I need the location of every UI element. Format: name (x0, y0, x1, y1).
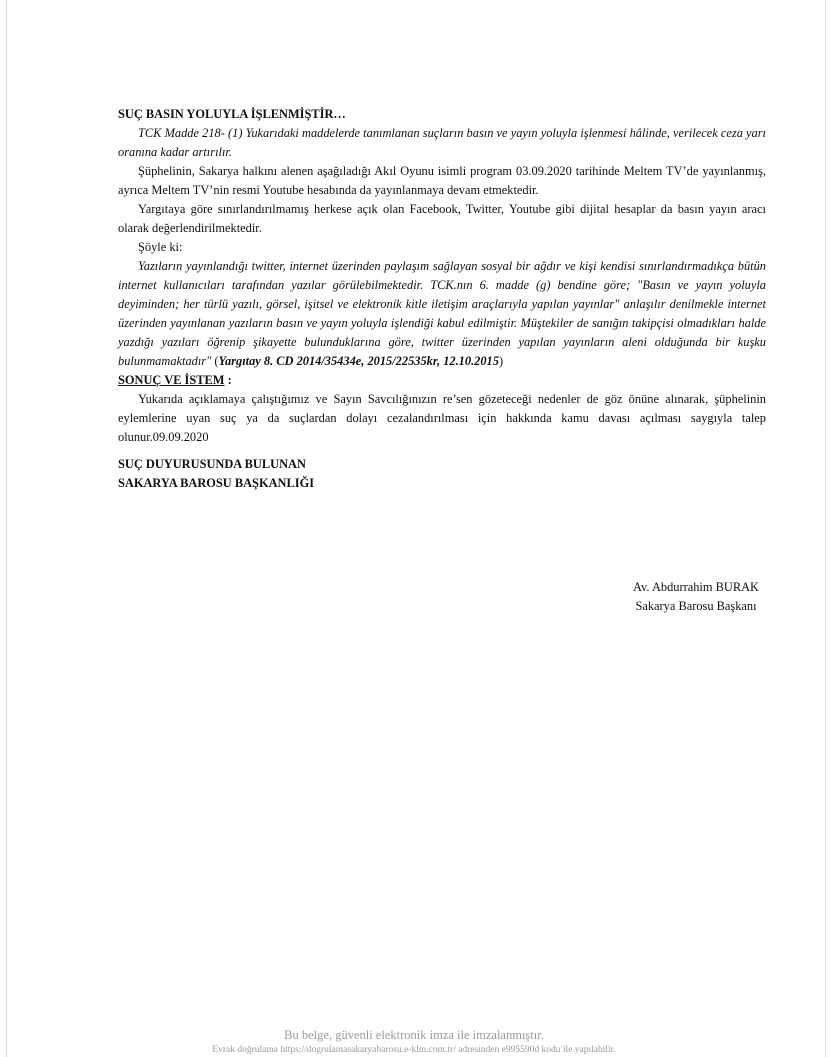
page-edge-left (6, 0, 7, 1057)
result-heading-line (118, 371, 766, 390)
heading-result-colon: : (224, 373, 232, 387)
result-paragraph: Yukarıda açıklamaya çalıştığımız ve Sayın Savcılığınızın re’sen gözeteceği nedenler de göz önüne alınarak, şüphelinin eylemlerine uyan suç ya da suçlardan dolayı cezalandırılması için hakkında kamu davası açılması saygıyla talep olunur.09.09.2020 (118, 392, 766, 444)
signatory-title: Sakarya Barosu Başkanı (635, 599, 757, 613)
soyle-ki-label: Şöyle ki: (138, 240, 183, 254)
page-edge-right (825, 0, 826, 1057)
court-quote-text: Yazıların yayınlandığı twitter, internet üzerinden paylaşım sağlayan sosyal bir ağdır ve kişi kendisi sınırlandırmadıkça bütün internet kullanıcıları tarafından yazılar görülebilmektedir. TCK.nın 6. madde (g) bendine göre; "Basın ve yayın yoluyla deyiminden; her türlü yazılı, görsel, işitsel ve elektronik kitle iletişim araçlarıyla yapılan yayınlar" anlaşılır denilmekle internet üzerinden yayınlanan yazıların basın ve yayın yoluyla işlendiği kabul edilmiştir. Müştekiler de sanığın takipçisi olmadıkları halde yazdığı yazıları öğrenip şikayette bulunduklarına göre, twitter üzerinden yapılan yayınların aleni olduğunda bir kuşku bulunmamaktadır" (118, 259, 766, 368)
verification-notice: Evrak doğrulama https://dogrulamasakaryabarosu.e-klm.com.tr/ adresinden e995590d kodu ile yapılabilir. (212, 1045, 616, 1055)
document-body (118, 105, 766, 493)
citation-open: ( (211, 354, 219, 368)
court-citation: Yargıtay 8. CD 2014/35434e, 2015/22535kr, 12.10.2015 (218, 354, 499, 368)
tck-218-paragraph: TCK Madde 218- (1) Yukarıdaki maddelerde tanımlanan suçların basın ve yayın yoluyla işlenmesi hâlinde, verilecek ceza yarı oranına kadar artırılır. (118, 126, 766, 159)
signatory-name: Av. Abdurrahim BURAK (633, 580, 759, 594)
heading-result-request: SONUÇ VE İSTEM (118, 373, 225, 387)
court-quote-paragraph (118, 257, 766, 371)
heading-crime-via-press: SUÇ BASIN YOLUYLA İŞLENMİŞTİR… (118, 107, 346, 121)
citation-close: ) (498, 354, 504, 368)
suspect-paragraph: Şüphelinin, Sakarya halkını alenen aşağıladığı Akıl Oyunu isimli program 03.09.2020 tarihinde Meltem TV’de yayınlanmış, ayrıca Meltem TV’nin resmi Youtube hesabında da yayınlanmaya devam etmektedir. (118, 164, 766, 197)
esign-notice: Bu belge, güvenli elektronik imza ile imzalanmıştır. (284, 1028, 544, 1042)
yargitay-paragraph: Yargıtaya göre sınırlandırılmamış herkese açık olan Facebook, Twitter, Youtube gibi dijital hesaplar da basın yayın aracı olarak değerlendirilmektedir. (118, 202, 766, 235)
signature-block (596, 578, 796, 616)
submitter-line-2: SAKARYA BAROSU BAŞKANLIĞI (118, 476, 315, 490)
submitter-line-1: SUÇ DUYURUSUNDA BULUNAN (118, 457, 306, 471)
